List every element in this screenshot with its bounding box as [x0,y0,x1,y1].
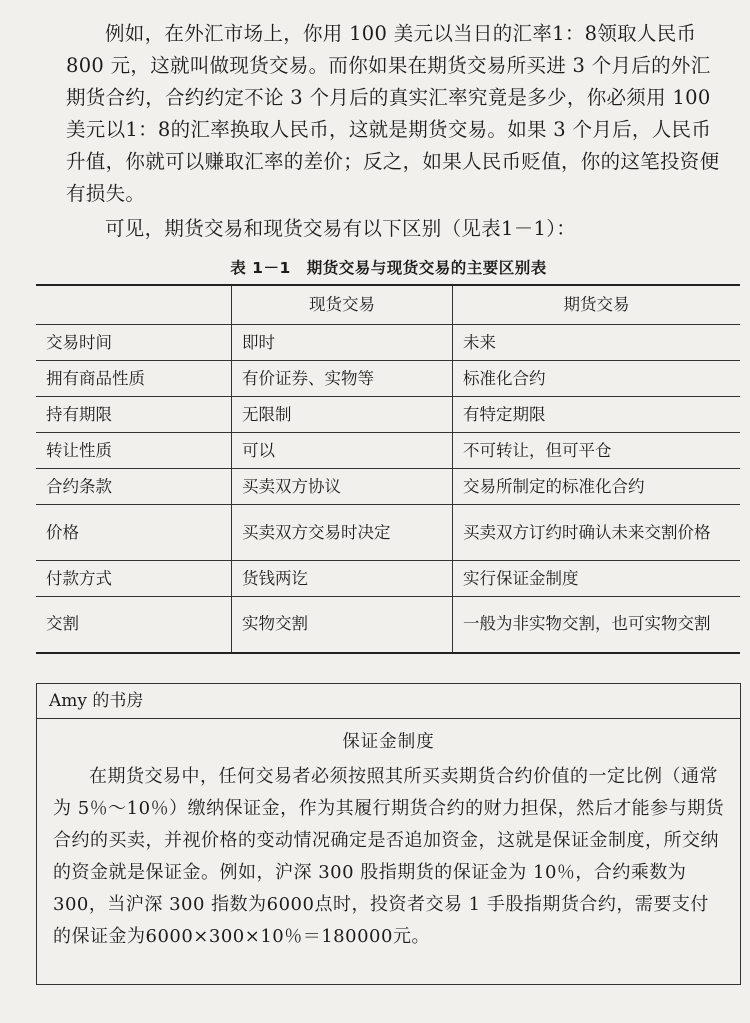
row-label: 付款方式 [36,561,232,597]
spot-cell: 可以 [232,433,453,469]
row-label: 合约条款 [36,469,232,505]
futures-cell: 未来 [453,325,741,361]
paragraph-example: 例如，在外汇市场上，你用 100 美元以当日的汇率1：8领取人民币 800 元，这就叫做现货交易。而你如果在期货交易所买进 3 个月后的外汇期货合约，合约约定不论 3 个月后的真实汇率究竟是多少，你必须用 100 美元以1：8的汇率换取人民币，这就是期货交易。如果 3 个月后，人民币升值，你就可以赚取汇率的差价；反之，如果人民币贬值，你的这笔投资便有损失。 [66,22,720,205]
futures-cell: 一般为非实物交割，也可实物交割 [453,597,741,653]
table-row [36,561,740,597]
spot-cell: 货钱两讫 [232,561,453,597]
futures-cell: 交易所制定的标准化合约 [453,469,741,505]
futures-cell: 买卖双方订约时确认未来交割价格 [453,505,741,561]
table-row [36,597,740,653]
table-row [36,325,740,361]
sidebar-box [36,683,741,985]
header-cell-futures: 期货交易 [453,285,741,325]
row-label: 持有期限 [36,397,232,433]
table-row [36,433,740,469]
header-cell-spot: 现货交易 [232,285,453,325]
header-cell-empty [36,285,232,325]
sidebar-box-body: 在期货交易中，任何交易者必须按照其所买卖期货合约价值的一定比例（通常为 5％～10％）缴纳保证金，作为其履行期货合约的财力担保，然后才能参与期货合约的买卖，并视价格的变动情况确定是否追加资金，这就是保证金制度，所交纳的资金就是保证金。例如，沪深 300 股指期货的保证金为 10％，合约乘数为 300，当沪深 300 指数为6000点时，投资者交易 1 手股指期货合约，需要支付的保证金为6000×300×10％＝180000元。 [53,766,725,947]
futures-cell: 实行保证金制度 [453,561,741,597]
paragraph-intro-table: 可见，期货交易和现货交易有以下区别（见表1－1）： [105,217,577,240]
sidebar-box-header: Amy 的书房 [37,684,740,719]
row-label: 交易时间 [36,325,232,361]
spot-cell: 买卖双方协议 [232,469,453,505]
table-row [36,397,740,433]
spot-cell: 无限制 [232,397,453,433]
futures-cell: 有特定期限 [453,397,741,433]
table-header-row [36,285,740,325]
row-label: 价格 [36,505,232,561]
comparison-table [36,284,740,654]
table-caption: 表 1－1 期货交易与现货交易的主要区别表 [230,259,547,277]
spot-cell: 买卖双方交易时决定 [232,505,453,561]
row-label: 交割 [36,597,232,653]
spot-cell: 即时 [232,325,453,361]
table-row [36,505,740,561]
row-label: 拥有商品性质 [36,361,232,397]
sidebar-box-title: 保证金制度 [342,732,435,752]
futures-cell: 标准化合约 [453,361,741,397]
futures-cell: 不可转让，但可平仓 [453,433,741,469]
table-row [36,361,740,397]
table-row [36,469,740,505]
spot-cell: 有价证券、实物等 [232,361,453,397]
row-label: 转让性质 [36,433,232,469]
spot-cell: 实物交割 [232,597,453,653]
